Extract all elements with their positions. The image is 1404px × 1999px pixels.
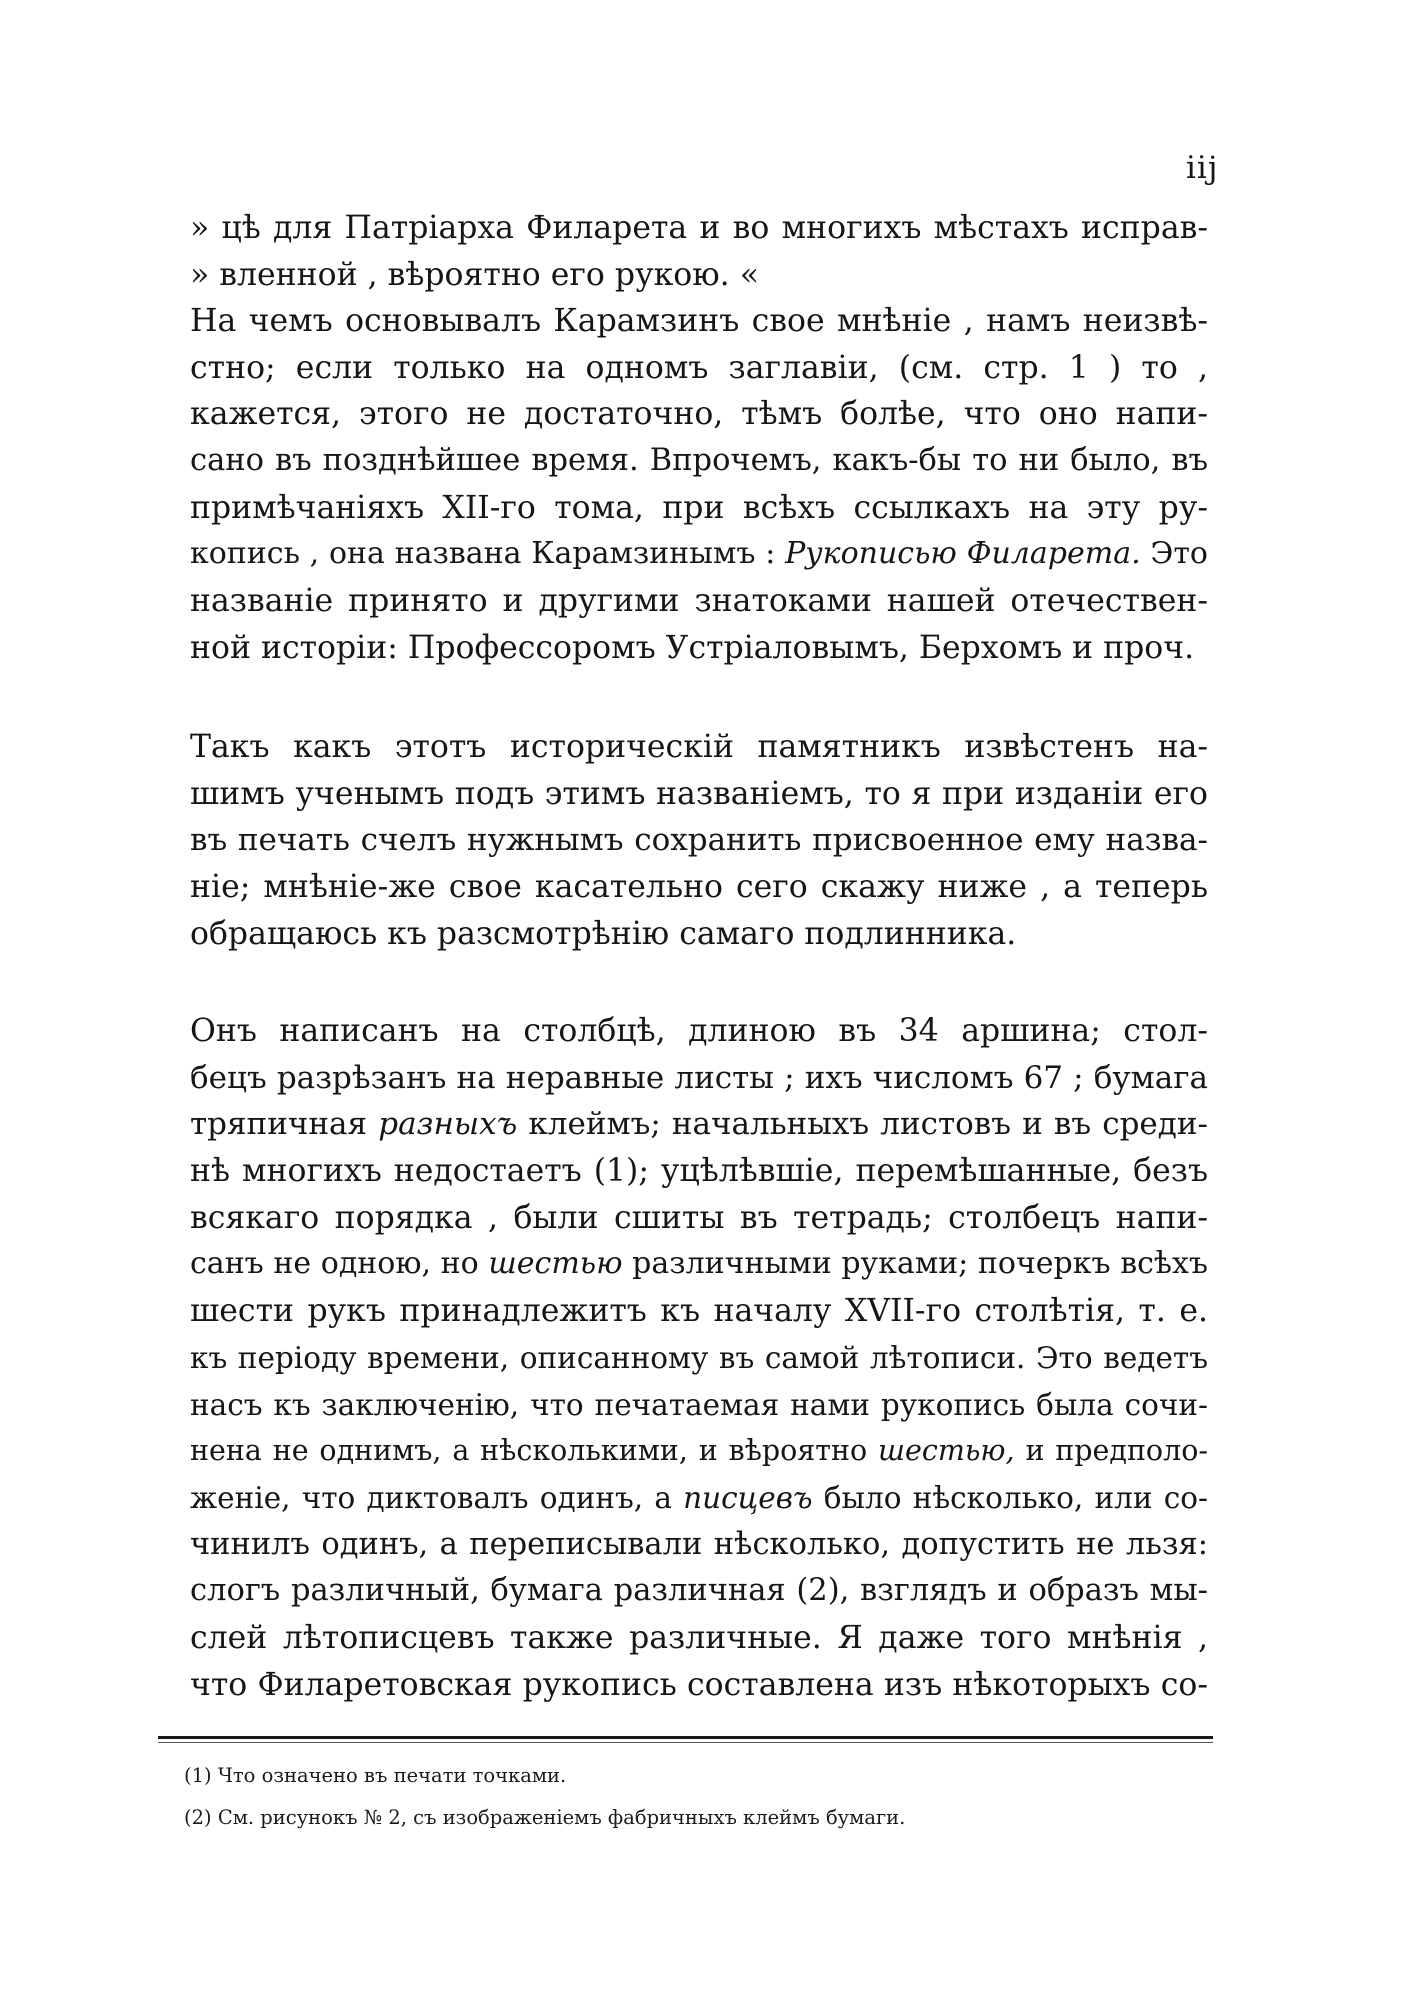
text-line: шимъ ученымъ подъ этимъ названіемъ, то я при изданіи его (190, 775, 1208, 812)
footnote-rule (158, 1736, 1213, 1739)
text-line: бецъ разрѣзанъ на неравные листы ; ихъ числомъ 67 ; бумага (190, 1059, 1208, 1096)
text-run: различными руками; почеркъ всѣхъ (632, 1246, 1208, 1282)
text-line: ной исторіи: Профессоромъ Устріаловымъ, Берхомъ и проч. (190, 629, 1195, 666)
text-line: примѣчаніяхъ XII-го тома, при всѣхъ ссылкахъ на эту ру- (190, 489, 1208, 526)
page-number: iij (1186, 150, 1219, 186)
footnote-rule-thin (158, 1742, 1213, 1743)
text-line: слей лѣтописцевъ также различные. Я даже того мнѣнія , (190, 1619, 1208, 1656)
text-run: Это (1150, 536, 1208, 572)
text-line: что Филаретовская рукопись составлена изъ нѣкоторыхъ со- (190, 1666, 1208, 1703)
text-line (190, 531, 1208, 578)
text-run: и предполо- (1025, 1434, 1208, 1468)
text-line: На чемъ основывалъ Карамзинъ свое мнѣніе , намъ неизвѣ- (190, 303, 1208, 339)
italic-word: разныхъ (378, 1106, 518, 1143)
paragraph-karamzin (190, 298, 1208, 672)
text-run: тряпичная (190, 1106, 368, 1143)
text-line: ніе; мнѣніе-же свое касательно сего скажу ниже , а теперь (190, 869, 1208, 906)
text-line: стно; если только на одномъ заглавіи, (см. стр. 1 ) то , (190, 349, 1208, 386)
paragraph-manuscript-description (190, 1008, 1208, 1708)
text-line (190, 1101, 1208, 1148)
text-run: копись , она названа Карамзинымъ : (190, 536, 776, 572)
text-line: насъ къ заключенію, что печатаемая нами рукопись была сочи- (190, 1387, 1208, 1422)
text-run: было нѣсколько, или со- (823, 1480, 1208, 1515)
italic-word: писцевъ (683, 1480, 813, 1515)
text-run: клеймъ; начальныхъ листовъ и въ среди- (528, 1106, 1208, 1143)
text-line (190, 1241, 1208, 1288)
text-line: слогъ различный, бумага различная (2), взглядъ и образъ мы- (190, 1573, 1208, 1609)
footnote-1: (1) Что означено въ печати точками. (184, 1764, 567, 1787)
paragraph-title-choice (190, 724, 1208, 957)
text-line: Такъ какъ этотъ историческій памятникъ извѣстенъ на- (190, 729, 1208, 765)
text-line: къ періоду времени, описанному въ самой лѣтописи. Это ведетъ (190, 1340, 1208, 1375)
text-line: чинилъ одинъ, а переписывали нѣсколько, допустить не льзя: (190, 1526, 1208, 1562)
text-line: Онъ написанъ на столбцѣ, длиною въ 34 аршина; стол- (190, 1013, 1208, 1049)
text-line: сано въ позднѣйшее время. Впрочемъ, какъ-бы то ни было, въ (190, 443, 1208, 479)
text-run: нена не однимъ, а нѣсколькими, и вѣроятно (190, 1434, 868, 1468)
italic-title: Рукописью Филарета. (785, 536, 1141, 572)
footnote-2: (2) См. рисунокъ № 2, съ изображеніемъ фабричныхъ клеймъ бумаги. (184, 1806, 906, 1829)
italic-word: шестью, (878, 1434, 1015, 1468)
text-line: шести рукъ принадлежитъ къ началу XVII-го столѣтія, т. е. (190, 1293, 1208, 1330)
text-line (190, 1428, 1208, 1475)
text-run: санъ не одною, но (190, 1246, 479, 1282)
text-line: въ печать счелъ нужнымъ сохранить присвоенное ему назва- (190, 822, 1208, 859)
text-line: всякаго порядка , были сшиты въ тетрадь; столбецъ напи- (190, 1199, 1208, 1236)
text-line (190, 1475, 1208, 1522)
text-line: обращаюсь къ разсмотрѣнію самаго подлинника. (190, 915, 1017, 952)
text-line: » вленной , вѣроятно его рукою. « (190, 256, 759, 293)
text-line: нѣ многихъ недостаетъ (1); уцѣлѣвшіе, перемѣшанные, безъ (190, 1153, 1208, 1190)
italic-word: шестью (488, 1246, 623, 1282)
text-line: названіе принято и другими знатоками нашей отечествен- (190, 583, 1208, 620)
paragraph-quote-end (190, 205, 1208, 298)
text-run: женіе, что диктовалъ одинъ, а (190, 1480, 672, 1515)
text-line: кажется, этого не достаточно, тѣмъ болѣе, что оно напи- (190, 396, 1208, 433)
text-line: » цѣ для Патріарха Филарета и во многихъ мѣстахъ исправ- (190, 210, 1208, 246)
